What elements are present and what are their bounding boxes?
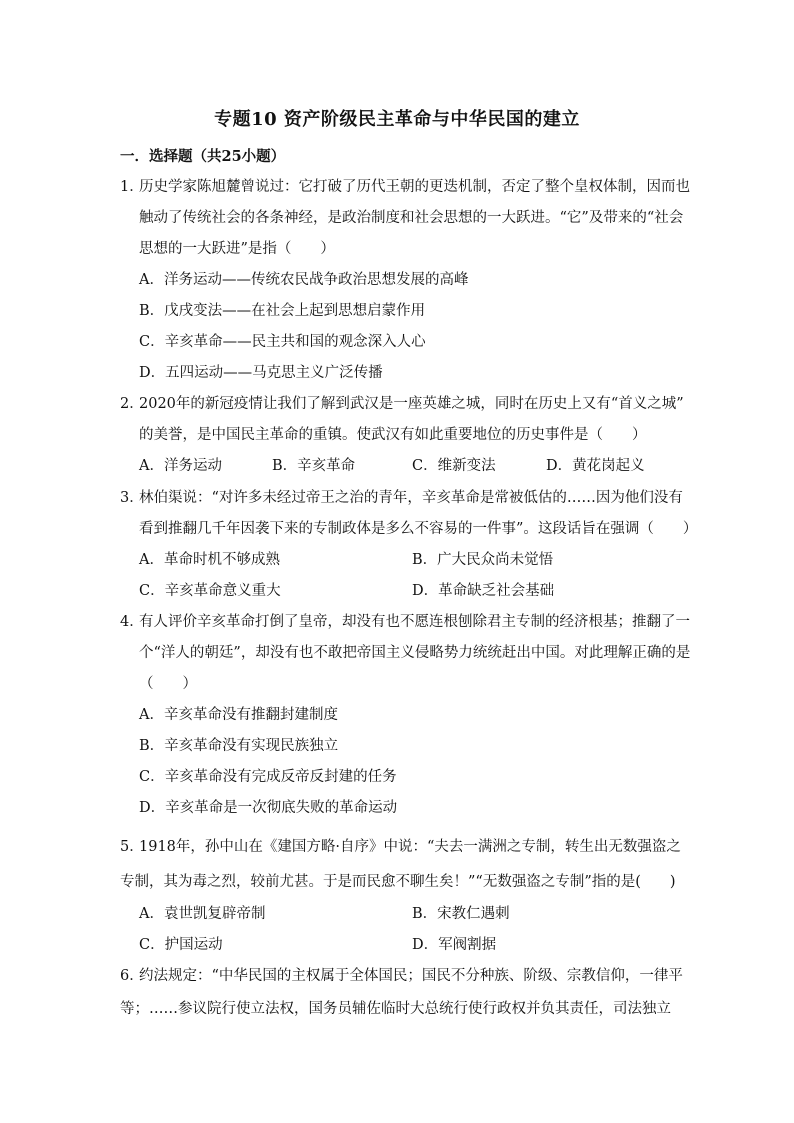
question-text-line: 思想的一大跃进”是指（ ） [139,241,335,257]
question-text-line: 个“洋人的朝廷”，却没有也不敢把帝国主义侵略势力统统赶出中国。对此理解正确的是 [139,645,691,661]
option-a: A．袁世凯复辟帝制 [139,906,266,922]
option-d: D．五四运动——马克思主义广泛传播 [139,365,383,381]
option-c: C．辛亥革命没有完成反帝反封建的任务 [139,769,397,785]
question-text-line: 触动了传统社会的各条神经，是政治制度和社会思想的一大跃进。“它”及带来的“社会 [139,210,684,226]
option-c: C．维新变法 [412,458,496,474]
question-number: 3． [120,490,144,506]
question-text-line: 的美誉，是中国民主革命的重镇。使武汉有如此重要地位的历史事件是（ ） [139,427,647,443]
option-a: A．洋务运动——传统农民战争政治思想发展的高峰 [139,272,469,288]
option-c: C．辛亥革命——民主共和国的观念深入人心 [139,334,426,350]
question-number: 1． [120,179,144,195]
question-text-line: 历史学家陈旭麓曾说过：它打破了历代王朝的更迭机制，否定了整个皇权体制，因而也 [139,179,690,195]
option-d: D．辛亥革命是一次彻底失败的革命运动 [139,800,398,816]
option-c: C．辛亥革命意义重大 [139,583,281,599]
question-text-line: 2020年的新冠疫情让我们了解到武汉是一座英雄之城，同时在历史上又有“首义之城” [139,396,684,412]
page-title: 专题10 资产阶级民主革命与中华民国的建立 [214,109,580,130]
option-a: A．洋务运动 [139,458,222,474]
question-text-line: 专制，其为毒之烈，较前尤甚。于是而民愈不聊生矣！”“无数强盗之专制”指的是( ) [120,874,676,890]
question-text-line: 有人评价辛亥革命打倒了皇帝，却没有也不愿连根刨除君主专制的经济根基；推翻了一 [139,614,690,630]
question-text-line: 等；……参议院行使立法权，国务员辅佐临时大总统行使行政权并负其责任，司法独立 [120,1001,671,1017]
question-number: 6． [120,968,144,984]
question-number: 5． [120,839,144,855]
section-heading: 一．选择题（共25小题） [120,148,286,165]
question-text-line: 林伯渠说：“对许多未经过帝王之治的青年，辛亥革命是常被低估的……因为他们没有 [139,490,683,506]
question-number: 4． [120,614,144,630]
option-d: D．军阀割据 [412,937,497,953]
option-b: B．辛亥革命 [272,458,356,474]
option-d: D．革命缺乏社会基础 [412,583,555,599]
option-a: A．辛亥革命没有推翻封建制度 [139,707,338,723]
option-b: B．辛亥革命没有实现民族独立 [139,738,339,754]
option-a: A．革命时机不够成熟 [139,552,280,568]
option-c: C．护国运动 [139,937,223,953]
question-text-line: （ ） [139,676,197,692]
option-b: B．宋教仁遇刺 [412,906,510,922]
question-number: 2． [120,396,144,412]
option-b: B．广大民众尚未觉悟 [412,552,554,568]
question-text-line: 约法规定：“中华民国的主权属于全体国民；国民不分种族、阶级、宗教信仰，一律平 [139,968,683,984]
option-b: B．戊戌变法——在社会上起到思想启蒙作用 [139,303,426,319]
question-text-line: 看到推翻几千年因袭下来的专制政体是多么不容易的一件事”。这段话旨在强调（ ） [139,521,698,537]
option-d: D．黄花岗起义 [546,458,645,474]
question-text-line: 1918年，孙中山在《建国方略·自序》中说：“夫去一满洲之专制，转生出无数强盗之 [139,839,681,855]
